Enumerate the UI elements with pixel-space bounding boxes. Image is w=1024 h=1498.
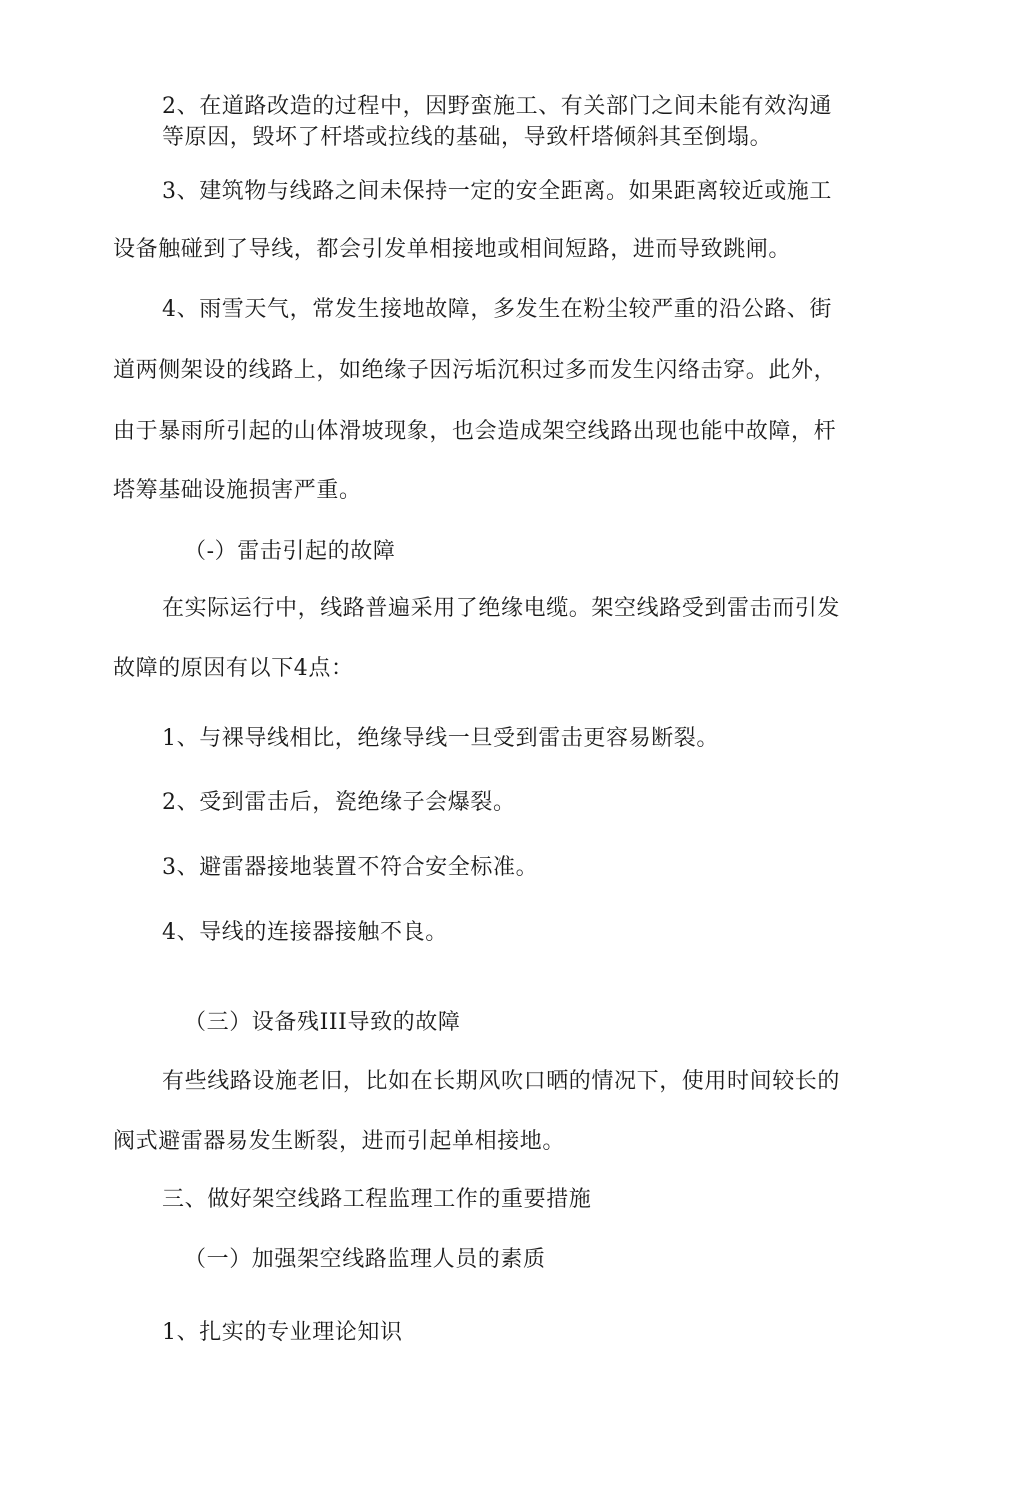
list-item: 4、导线的连接器接触不良。 [162, 920, 448, 945]
paragraph-line: 有些线路设施老旧，比如在长期风吹口晒的情况下，使用时间较长的 [162, 1069, 841, 1094]
paragraph-line: 设备触碰到了导线，都会引发单相接地或相间短路，进而导致跳闸。 [113, 237, 792, 262]
paragraph-line: 等原因，毁坏了杆塔或拉线的基础，导致杆塔倾斜其至倒塌。 [162, 125, 773, 150]
section-heading: （-）雷击引起的故障 [184, 539, 396, 564]
section-heading: （三）设备残III导致的故障 [184, 1010, 461, 1035]
paragraph-line: 在实际运行中，线路普遍采用了绝缘电缆。架空线路受到雷击而引发 [162, 596, 841, 621]
paragraph-line: 道两侧架设的线路上，如绝缘子因污垢沉积过多而发生闪络击穿。此外， [113, 358, 837, 383]
list-item: 2、受到雷击后，瓷绝缘子会爆裂。 [162, 790, 516, 815]
paragraph-line: 故障的原因有以下4点： [113, 656, 354, 681]
list-item: 1、与裸导线相比，绝缘导线一旦受到雷击更容易断裂。 [162, 726, 719, 751]
paragraph-line: 3、建筑物与线路之间未保持一定的安全距离。如果距离较近或施工 [162, 179, 832, 204]
list-item: 3、避雷器接地装置不符合安全标准。 [162, 855, 539, 880]
paragraph-line: 塔筹基础设施损害严重。 [113, 478, 362, 503]
paragraph-line: 4、雨雪天气，常发生接地故障，多发生在粉尘较严重的沿公路、街 [162, 297, 832, 322]
paragraph-line: 由于暴雨所引起的山体滑坡现象，也会造成架空线路出现也能中故障，杆 [113, 419, 837, 444]
paragraph-line: 阀式避雷器易发生断裂，进而引起单相接地。 [113, 1129, 566, 1154]
paragraph-line: 2、在道路改造的过程中，因野蛮施工、有关部门之间未能有效沟通 [162, 94, 832, 119]
section-heading: （一）加强架空线路监理人员的素质 [184, 1247, 546, 1272]
chapter-heading: 三、做好架空线路工程监理工作的重要措施 [162, 1187, 592, 1212]
list-item: 1、扎实的专业理论知识 [162, 1320, 403, 1345]
